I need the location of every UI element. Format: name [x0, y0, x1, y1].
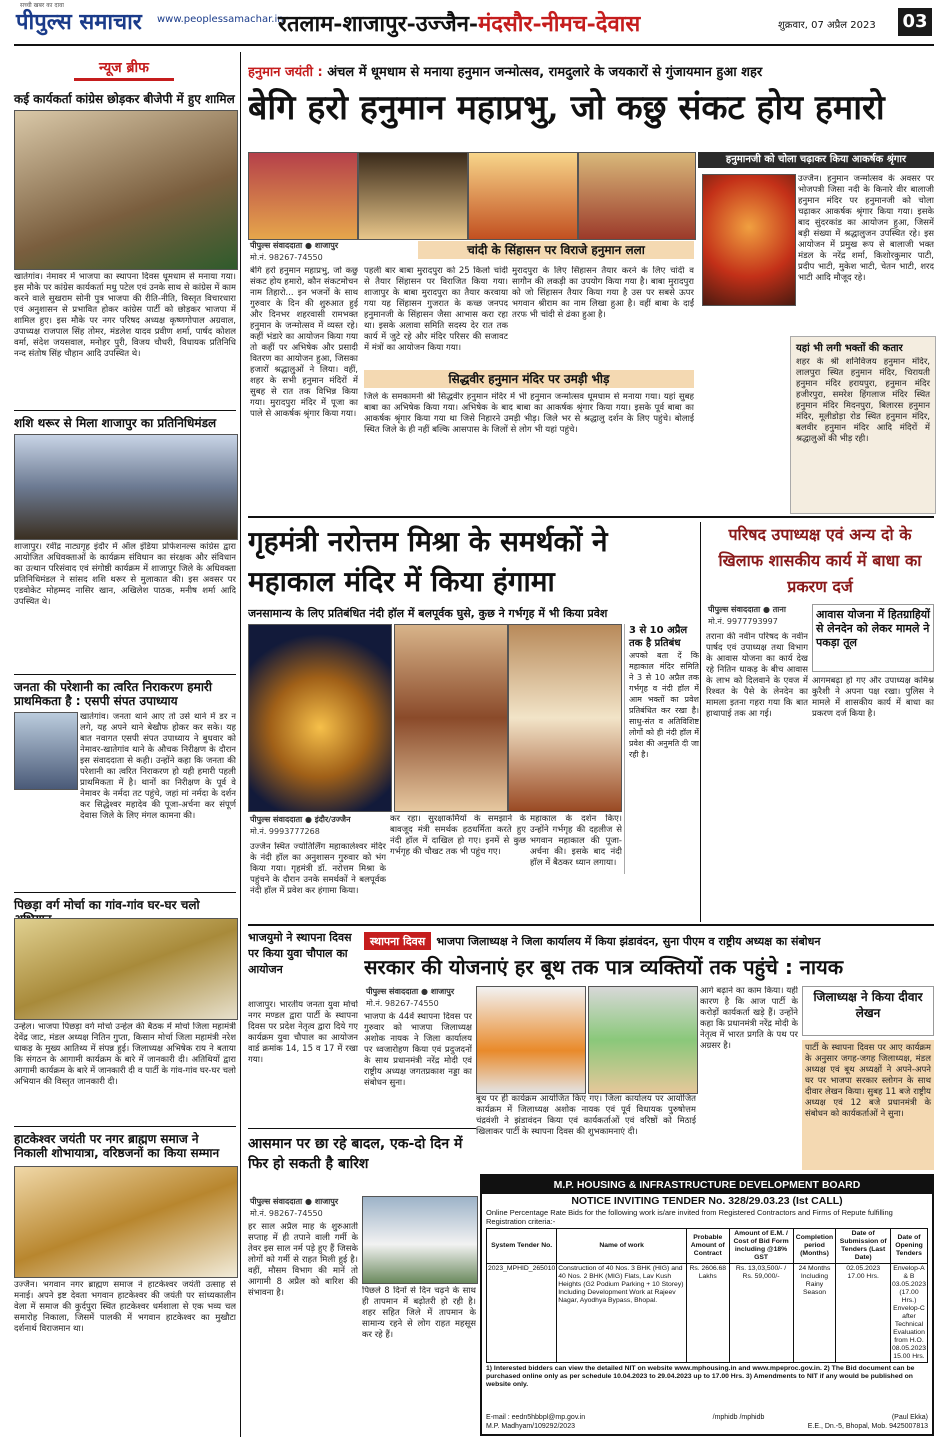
hanuman-photo-3 [468, 152, 578, 240]
hanuman-body-2: पहली बार बाबा मुरादपुरा को 25 किलो चांदी से तैयार सिंहासन पर विराजित किया गया। शाजापुर के बाबा मुरादपुरा का तैयार करवाया गया यह सिंहासन गुजरात के कच्छ जनपद हनुमानजी के सिंहासन जैसा आभास करा रहा था। इसके अलावा समिति सदस्य देर रात तक कार्य में जुटे रहे और मंदिर परिसर की सजावट में मंत्रों का आयोजन किया गया। [364, 266, 508, 353]
brief-4-body: उन्हेल। भाजपा पिछड़ा वर्ग मोर्चा उन्हेल की बैठक में मोर्चा जिला महामंत्री देवेंद्र जाट, मंडल अध्यक्ष नितिन गुप्ता, किसान मोर्चा जिला महामंत्री नरेश धाकड़ के मुख्य आतिथ्य में संपन्न हुई। जिलाध्यक्ष अभिषेक राय ने बताया कि संगठन के आगामी कार्यक्रम के बारे में जानकारी दी। अतिथियों द्वारा आगामी कार्यक्रम के बारे में जानकारी दी व पार्टी के गांव-गांव घर-घर चलो अभियान की विस्तृत जानकारी दी। [14, 1022, 236, 1087]
regions-red: मंदसौर-नीमच-देवास [478, 11, 641, 37]
tender-intro: Online Percentage Rate Bids for the following work is/are invited from Registered Contractors and Firms of Repute fulfilling Registration criteria:- [486, 1208, 893, 1226]
tender-header-row [487, 1229, 928, 1264]
tender-box [480, 1174, 934, 1436]
hanuman-kicker: हनुमान जयंती [248, 65, 313, 80]
brief-5-body: उज्जैन। भगवान नगर ब्राह्मण समाज ने हाटकेश्वर जयंती उत्साह से मनाई। अपने इष्ट देवता भगवान हाटकेश्वर की जयंती पर सांध्यकालीन वेला में समाज की कुर्दपुरा स्थित हाटकेश्वर धर्मशाला से एक भव्य चल समारोह निकाला, जिसमें पालकी में भगवान हाटकेश्वर का मुखौटा दर्शनार्थ विराजमान था। [14, 1280, 236, 1334]
parishad-sub-title: आवास योजना में हितग्राहियों से लेनदेन को लेकर मामले ने पकड़ा तूल [812, 604, 934, 672]
devotee-queue-title: यहां भी लगी भक्तों की कतार [796, 343, 903, 354]
brief-divider-1 [14, 410, 236, 411]
brief-1-body: खातेगांव। नेमावर में भाजपा का स्थापना दिवस धूमधाम से मनाया गया। इस मौके पर कांग्रेस कार्यकर्ता मधु पटेल एवं उनके साथ से कांग्रेस में काम करने वाले सुखराम सोनी पुत्र भाजपा की रीति-नीति, विस्तृत विचारधारा एवं अनुशासन से प्रभावित होकर कांग्रेस पार्टी को छोड़कर भाजपा में शामिल हुए। इस मौके पर नगर परिषद अध्यक्ष कृष्णगोपाल अग्रवाल, उपाध्यक्ष राजपाल सिंह तोमर, मंडलेश यादव प्रवीण शर्मा, पार्षद कोशल वर्मा, संदेश जयसवाल, मनोहर पुरी, विजय चौधरी, विधायक प्रतिनिधि नन्द संतोष सिंह चौहान आदि उपस्थित थे। [14, 272, 236, 359]
brief-3-photo [14, 712, 78, 790]
wall-writing-body: पार्टी के स्थापना दिवस पर आए कार्यक्रम के अनुसार जगह-जगह जिलाध्यक्ष, मंडल अध्यक्ष एवं बूथ अध्यक्षों ने अपने-अपने घर पर भाजपा सरकार स्लोगन के साथ दीवार लेखन किया। सुबह 11 बजे राष्ट्रीय अध्यक्ष एवं 12 बजे प्रधानमंत्री के संबोधन को कार्यकर्ताओं ने सुना। [802, 1040, 934, 1170]
ban-sidebox-body: अपको बता दें कि महाकाल मंदिर समिति ने 3 से 10 अप्रैल तक गर्भगृह व नंदी हॉल में आम भक्तों का प्रवेश प्रतिबंधित कर रखा है। साधु-संत व अतिविशिष्ट लोगों को ही नंदी हॉल में प्रवेश की अनुमति दी जा रही है। [629, 651, 699, 759]
narottam-photo-1 [394, 624, 508, 812]
parishad-credit: पीपुल्स संवाददाता ● ताना [708, 605, 786, 614]
siddhveer-body: जिले के समकामनी श्री सिद्धवीर हनुमान मंदिर में भी हनुमान जन्मोत्सव धूमधाम से मनाया गया। यहां सुबह बाबा का अभिषेक किया गया। अभिषेक के बाद बाबा का आकर्षक श्रृंगार किया गया। इसके पूर्व बाबा का आकर्षक श्रृंगार किया गया था जिसे निहारने उमड़ी भीड़। जिले भर से श्रद्धालु दर्शन के लिए पहुंचे। बोलाई स्थित जिले के ही नहीं बल्कि आसपास के जिलों से लोग भी यहां पहुंचे। [364, 392, 694, 435]
devotee-queue-box [790, 336, 936, 514]
brief-divider-4 [14, 1126, 236, 1127]
tender-th: Completion period (Months) [793, 1229, 836, 1264]
hanuman-deck-row: हनुमान जयंती : अंचल में धूमधाम से मनाया हनुमान जन्मोत्सव, रामदुलारे के जयकारों से गुंजायमान हुआ शहर [248, 65, 763, 80]
narottam-photo-2 [508, 624, 622, 812]
silver-throne-title: चांदी के सिंहासन पर विराजे हनुमान लला [418, 241, 694, 259]
weather-body: हर साल अप्रैल माह के शुरुआती सप्ताह में ही तपाने वाली गर्मी के तेवर इस साल नर्म पड़े हुए हैं जिसके लोगों को गर्मी से राहत मिली हुई है। वहीं, मौसम विभाग की मानें तो आगामी 8 अप्रैल को बारिश की संभावना है। [248, 1222, 358, 1298]
sthapna-photo-2 [588, 986, 698, 1094]
brief-divider-2 [14, 674, 236, 675]
sthapna-phone: मो.नं. 98267-74550 [366, 999, 439, 1008]
mahakal-temple-photo [248, 624, 392, 812]
tender-th: Date of Submission of Tenders (Last Date) [836, 1229, 891, 1264]
tender-th: System Tender No. [487, 1229, 557, 1264]
tender-footnote: 1) Interested bidders can view the detailed NIT on website www.mphousing.in and www.mpeproc.gov.in. 2) The Bid document can be purchased online only as per schedule 10.04.2023 to 29.04.2023 up to 17.00 Hrs. 3) Amendments to NIT if any would be published on website only. [486, 1365, 915, 1388]
tender-notice: NOTICE INVITING TENDER No. 328/29.03.23 (Ist CALL) [571, 1195, 843, 1207]
narottam-phone: मो.नं. 9993777268 [250, 827, 320, 836]
tender-cell: 24 Months Including Rainy Season [793, 1264, 836, 1363]
brief-5-photo [14, 1166, 238, 1278]
yuva-headline: भाजयुमो ने स्थापना दिवस पर किया युवा चौपाल का आयोजन [248, 931, 352, 976]
brief-2-title: शशि थरूर से मिला शाजापुर का प्रतिनिधिमंडल [14, 416, 217, 430]
brief-3-title: जनता की परेशानी का त्वरित निराकरण हमारी प्राथमिकता है : एसपी संपत उपाध्याय [14, 680, 212, 708]
masthead-divider [14, 44, 934, 46]
news-brief-label: न्यूज ब्रीफ [74, 58, 174, 81]
tender-email[interactable]: E-mail : eedn5hbbpl@mp.gov.in [486, 1414, 586, 1421]
hanuman-sidebar-title: हनुमानजी को चोला चढ़ाकर किया आकर्षक श्रृंगार [698, 152, 934, 168]
sthapna-kicker: स्थापना दिवस [364, 932, 431, 950]
tender-madhyam: M.P. Madhyam/109292/2023 [486, 1423, 575, 1430]
narottam-body-2: कर रहा। सुरक्षाकर्मियों के समझाने के बावजूद मंत्री समर्थक हठधर्मिता करते हुए नंदी हॉल में दाखिल हो गए। इनमें से कुछ गर्भगृह की चौखट तक भी पहुंच गए। [390, 814, 526, 857]
parishad-sub-body: आगमबढ़ा हो गए और उपाध्यक्ष कमिश्न कुरैशी ने अपना पक्ष रखा। पुलिस ने मामले में शासकीय कार्य में बाधा का प्रकरण दर्ज किया है। [812, 676, 934, 719]
tender-footer [486, 1413, 928, 1431]
sthapna-deck: भाजपा जिलाध्यक्ष ने जिला कार्यालय में किया झंडावंदन, सुना पीएम व राष्ट्रीय अध्यक्ष का संबोधन [436, 935, 821, 948]
narottam-body-3: महाकाल के दर्शन किए। उन्होंने गर्भगृह की दहलीज से भगवान महाकाल की पूजा-अर्चना की। इसके बाद नंदी हॉल में बैठकर ध्यान लगाया। [530, 814, 622, 868]
mid-section-divider [248, 924, 934, 926]
hanuman-photo-4 [578, 152, 696, 240]
masthead [0, 0, 945, 44]
left-column-divider [240, 52, 241, 1437]
hanuman-body-1: बेगि हरो हनुमान महाप्रभु, जो कछु संकट होय हमारो, कौन संकटमोचन नाम तिहारो... इन भजनों के साथ गुरुवार के दिन की शुरुआत हुई और दिनभर शहरवासी रामभक्त हनुमान के जन्मोत्सव में व्यस्त रहे। कहीं भंडारे का आयोजन किया गया तो कहीं पर अभिषेक और प्रसादी वितरण का आयोजन हुआ, जिसका हजारों श्रद्धालुओं ने लिया। वहीं, शहर के सभी हनुमान मंदिरों में सुबह से रात तक विभिन्न किया गया। मुरादपुरा मंदिर में पूजा का पाले से आकर्षक श्रृंगार किया गया। [250, 266, 358, 419]
tender-signer-office: E.E., Dn.-5, Bhopal, Mob. 9425007813 [807, 1423, 928, 1430]
siddhveer-title: सिद्धवीर हनुमान मंदिर पर उमड़ी भीड़ [364, 370, 694, 388]
tender-social[interactable]: /mphidb /mphidb [712, 1414, 765, 1421]
devotee-queue-body: शहर के श्री शनिविजय हनुमान मंदिर, लालपुरा स्थित हनुमान मंदिर, चिरायती हनुमान मंदिर हरायपुरा, हनुमान मंदिर हजीरपुरा, समरेश हिंगलाज मंदिर स्थित हनुमान मंदिर मिदनपुरा, बिलारस हनुमान मंदिर, मूलीडोड़ा रोड स्थित हनुमान मंदिर, बलवीर हनुमान मंदिर आदि मंदिरों में श्रद्धालुओं की भीड़ रही। [796, 357, 930, 444]
sthapna-photo-1 [476, 986, 586, 1094]
brief-4-photo [14, 918, 238, 1020]
sthapna-body-1: भाजपा के 44वें स्थापना दिवस पर गुरुवार को भाजपा जिलाध्यक्ष अशोक नायक ने जिला कार्यालय पर ध्वजारोहण किया एवं प्रदुजदनों के साथ प्रधानमंत्री नरेंद्र मोदी एवं राष्ट्रीय अध्यक्ष जगतप्रकाश नड्डा का संबोधन सुना। [364, 1012, 472, 1088]
sthapna-deck-row [364, 930, 934, 950]
tender-th: Date of Opening Tenders [890, 1229, 927, 1264]
brief-divider-3 [14, 892, 236, 893]
tender-org: M.P. HOUSING & INFRASTRUCTURE DEVELOPMENT BOARD [482, 1176, 932, 1194]
brief-1-photo [14, 110, 238, 270]
hanuman-headline: बेगि हरो हनुमान महाप्रभु, जो कछु संकट होय हमारो [248, 88, 885, 128]
parishad-body: तराना की नवीन परिषद के नवीन पार्षद एवं उपाध्यक्ष तथा विभाग के आवास योजना का कार्य देख रहे नितिन धाकड़ के बीच आवास के लाभ को दिलवाने के एवज में रिश्वत के पैसे के लेनदेन का मामला इतना गहरा गया कि बात हाथापाई तक आ गई। [706, 632, 808, 719]
narottam-body-1: उज्जैन स्थित ज्योतिर्लिंग महाकालेश्वर मंदिर के नंदी हॉल का अनुशासन गुरुवार को भंग किया गया। गृहमंत्री डॉ. नरोत्तम मिश्रा के पहुंचने के दौरान उनके समर्थकों ने बलपूर्वक नंदी हॉल में प्रवेश कर हंगामा किया। [250, 842, 386, 896]
parishad-divider [700, 522, 701, 922]
brief-2-photo [14, 434, 238, 540]
news-brief-column [14, 52, 236, 1437]
tender-th: Name of work [557, 1229, 687, 1264]
brief-2-body: शाजापुर। रवींद्र नाट्यगृह इंदौर में ऑल इंडिया प्रोफेशनल्स कांग्रेस द्वारा आयोजित अधिवक्ताओं के कार्यक्रम संविधान का संरक्षक और संविधान का उत्थान परिसंवाद एवं संगोष्ठी कार्यक्रम में शाजापुर जिले के अधिवक्ता प्रतिनिधिमंडल ने सांसद शशि थरूर से मुलाकात की। इस अवसर पर एडवोकेट मोहम्मद नासिर खान, अखिलेश पाठक, मनीष शर्मा आदि उपस्थित थे। [14, 542, 236, 607]
hanuman-photo-1 [248, 152, 358, 240]
brief-1-title: कई कार्यकर्ता कांग्रेस छोड़कर बीजेपी में हुए शामिल [14, 92, 235, 106]
weather-body-2: पिछले 8 दिनों से दिन चढ़ने के साथ ही तापमान में बढ़ोतरी हो रही है। शहर सहित जिले में तापमान के सामान्य रहने से लोग राहत महसूस कर रहे हैं। [362, 1286, 476, 1340]
yuva-body: शाजापुर। भारतीय जनता युवा मोर्चा नगर मण्डल द्वारा पार्टी के स्थापना दिवस पर प्रदेश नेतृत्व द्वारा दिये गए कार्यक्रम युवा चौपाल का आयोजन वार्ड क्रमांक 14, 15 व 17 में रखा गया। [248, 1000, 358, 1065]
masthead-date: शुक्रवार, 07 अप्रैल 2023 [778, 20, 876, 31]
narottam-headline: गृहमंत्री नरोत्तम मिश्रा के समर्थकों ने महाकाल मंदिर में किया हंगामा [248, 525, 608, 598]
weather-credit: पीपुल्स संवाददाता ● शाजापुर [250, 1197, 339, 1206]
masthead-url[interactable]: www.peoplessamachar.in [157, 14, 284, 25]
hanuman-body-3: मुरादपुरा के लिए सिंहासन तैयार करने के लिए चांदी व सागौन की लकड़ी का उपयोग किया गया है। बाबा मुरादपुरा को जो सिंहासन तैयार किया गया है उस पर सबसे ऊपर भगवान श्रीराम का नाम लिखा हुआ है। वहीं बाबा के दाईं तरफ भी चांदी से ढंका हुआ है। [512, 266, 694, 320]
hanuman-deck: अंचल में धूमधाम से मनाया हनुमान जन्मोत्सव, रामदुलारे के जयकारों से गुंजायमान हुआ शहर [327, 65, 763, 80]
weather-photo [362, 1196, 478, 1284]
weather-phone: मो.नं. 98267-74550 [250, 1209, 323, 1218]
sthapna-body-2: बूथ पर ही कार्यक्रम आयोजित किए गए। जिला कार्यालय पर आयोजित कार्यक्रम में जिलाध्यक्ष अशोक नायक एवं पूर्व विधायक पुरुषोत्तम चंद्रवंशी ने झंडावंदन किया एवं कार्यकर्ताओं एवं वरिष्ठों को मिठाई खिलाकर पार्टी के स्थापना दिवस की शुभकामनाएं दी। [476, 1094, 696, 1137]
hanuman-photo-2 [358, 152, 468, 240]
masthead-logo[interactable]: पीपुल्स समाचार [16, 9, 142, 35]
masthead-regions [278, 8, 640, 38]
narottam-credit: पीपुल्स संवाददाता ● इंदौर/उज्जैन [250, 815, 351, 824]
hanuman-section-divider [248, 516, 934, 518]
weather-divider [248, 1128, 476, 1129]
brief-5-title: हाटकेश्वर जयंती पर नगर ब्राह्मण समाज ने निकाली शोभायात्रा, वरिष्ठजनों का किया सम्मान [14, 1132, 220, 1160]
weather-headline: आसमान पर छा रहे बादल, एक-दो दिन में फिर हो सकती है बारिश [248, 1136, 463, 1172]
tender-cell: Envelop-A & B 03.05.2023 (17.00 Hrs.) Envelop-C after Technical Evaluation from H.O. 08.05.2023 15.00 Hrs. [890, 1264, 927, 1363]
regions-dark: रतलाम-शाजापुर-उज्जैन- [278, 11, 479, 37]
parishad-phone: मो.नं. 9977793997 [708, 617, 778, 626]
hanuman-sidebar-body: उज्जैन। हनुमान जन्मोत्सव के अवसर पर भोजपत्री जिसा नदी के किनारे वीर बालाजी हनुमान मंदिर पर हनुमानजी को चोला चढ़ाकर आकर्षक श्रृंगार किया गया। इसके बाद सुंदरकांड का आयोजन हुआ, जिसमें बड़ी संख्या में श्रद्धालुजन उपस्थित रहे। इस आयोजन में प्रमुख रूप से बालाजी भक्त मंडल के नरेंद्र शर्मा, किशोरकुमार पाटी, प्रदीप भाटी, मुकेश भाटी, चेतन भाटी, शरद भाटी आदि मौजूद रहे। [798, 174, 934, 283]
sthapna-credit: पीपुल्स संवाददाता ● शाजापुर [366, 987, 455, 996]
brief-3-body: खातेगांव। जनता थाने आए तो उसे थाने में डर न लगे, यह अपने थाने बेखौफ होकर कर सके। यह बात नवागत एसपी संपत उपाध्याय ने बुधवार को नेमावर-खातेगांव थाने के औचक निरीक्षण के दौरान इस संवाददाता से कही। उन्होंने कहा कि जनता की परेशानी का त्वरित निराकरण हो यही हमारी पहली प्राथमिकता में है। थानों का निरीक्षण के पूर्व वे नेमावर के नर्मदा तट पहुंचे, जहां मां नर्मदा के दर्शन कर सिद्धेश्वर महादेव की पूजा-अर्चना कर संपूर्ण देवास जिले के लिए मंगल कामना की। [80, 712, 236, 821]
wall-writing-title: जिलाध्यक्ष ने किया दीवार लेखन [802, 986, 934, 1036]
tender-row [487, 1264, 928, 1363]
sthapna-headline: सरकार की योजनाएं हर बूथ तक पात्र व्यक्तियों तक पहुंचे : नायक [364, 955, 844, 979]
brief-4-title: पिछड़ा वर्ग मोर्चा का गांव-गांव घर-घर चलो [14, 898, 200, 912]
tender-cell: 02.05.2023 17.00 Hrs. [836, 1264, 891, 1363]
tender-signer: (Paul Ekka) [891, 1414, 928, 1421]
tender-cell: Rs. 2606.68 Lakhs [686, 1264, 729, 1363]
hanuman-credit: पीपुल्स संवाददाता ● शाजापुर [250, 241, 339, 250]
sthapna-body-3: आगे बढ़ाने का काम किया। यही कारण है कि आज पार्टी के करोड़ों कार्यकर्ता खड़े हैं। उन्होंने कहा कि प्रधानमंत्री नरेंद्र मोदी के नेतृत्व में भारत प्रगति के पथ पर अग्रसर है। [700, 986, 798, 1051]
parishad-headline: परिषद उपाध्यक्ष एवं अन्य दो के खिलाफ शासकीय कार्य में बाधा का प्रकरण दर्ज [718, 525, 922, 596]
ban-sidebox-title: 3 से 10 अप्रैल तक है प्रतिबंध [629, 625, 688, 649]
tender-cell: 2023_MPHID_265010 [487, 1264, 557, 1363]
hanuman-phone: मो.नं. 98267-74550 [250, 253, 323, 262]
masthead-logo-tag: सच्ची खबर का दावा [20, 2, 64, 9]
tender-th: Probable Amount of Contract [686, 1229, 729, 1264]
hanuman-idol-photo [702, 174, 796, 306]
page-number: 03 [898, 8, 932, 36]
tender-cell: Rs. 13,03,500/- / Rs. 59,000/- [729, 1264, 793, 1363]
tender-table [486, 1228, 928, 1363]
tender-cell: Construction of 40 Nos. 3 BHK (HIG) and 40 Nos. 2 BHK (MIG) Flats, Lav Kush Heights (G2 Podium Parking + 10 Storey) Including Development Work at Rajeev Nagar, Ayodhya Bypass, Bhopal. [557, 1264, 687, 1363]
ban-sidebox [624, 624, 699, 874]
tender-th: Amount of E.M. / Cost of Bid Form including @18% GST [729, 1229, 793, 1264]
narottam-deck: जनसामान्य के लिए प्रतिबंधित नंदी हॉल में बलपूर्वक घुसे, कुछ ने गर्भगृह में भी किया प्रवेश [248, 607, 608, 620]
